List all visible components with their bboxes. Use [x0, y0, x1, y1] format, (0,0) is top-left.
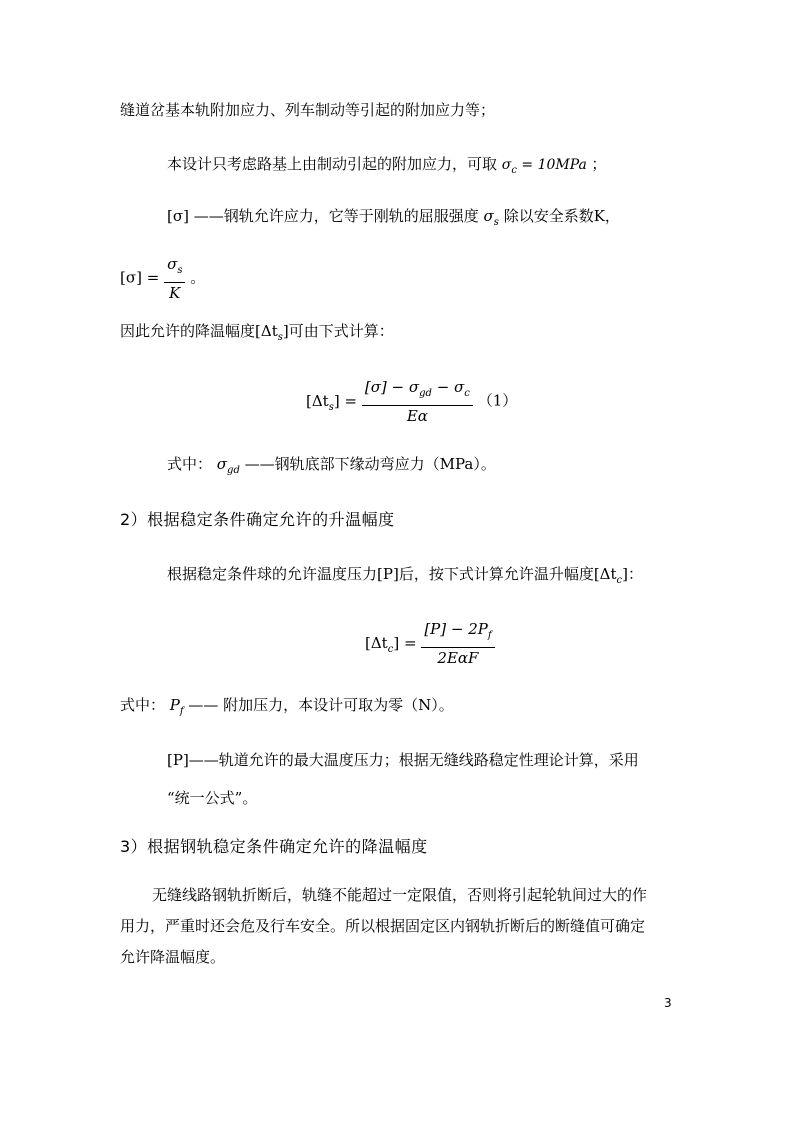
paragraph-design-stress	[167, 153, 606, 182]
equation-label: （1）	[477, 391, 518, 410]
paragraph-text: 可由下式计算：	[288, 322, 394, 340]
equation-1: $[\Delta t_s]$ = $\frac{[\sigma] - \sigma_{gd} - \sigma_c}{E\alpha}$ （1）	[306, 378, 518, 425]
inline-formula: $\sigma_c = 10MPa$	[501, 157, 587, 176]
equation-allowable-stress: [σ] = $\frac{\sigma_s}{K}$ 。	[120, 255, 206, 302]
paragraph-text: ——钢轨允许应力，它等于刚轨的屈服强度	[193, 207, 479, 225]
paragraph-continuation	[120, 99, 495, 121]
symbol: [P]	[377, 565, 399, 583]
paragraph-where-pf: 式中： $P_f$ —— 附加压力，本设计可取为零（N）。	[120, 696, 454, 717]
symbol: [P]	[167, 751, 189, 769]
paragraph-stability: 根据稳定条件球的允许温度压力[P]后，按下式计算允许温升幅度$[\Delta t_c]$：	[167, 565, 644, 586]
paragraph-max-pressure: [P]——轨道允许的最大温度压力；根据无缝线路稳定性理论计算，采用	[167, 751, 639, 769]
symbol: $[\Delta t_s]$	[255, 322, 289, 343]
paragraph-where-sigma-gd: 式中： $\sigma_{gd}$ ——钢轨底部下缘动弯应力（MPa）。	[167, 455, 496, 476]
paragraph-rail-break-2: 用力，严重时还会危及行车安全。所以根据固定区内钢轨折断后的断缝值可确定	[120, 917, 646, 935]
symbol: $\sigma_{gd}$	[216, 455, 240, 476]
inline-formula: $\sigma_s$	[483, 207, 499, 228]
symbol: $[\Delta t_c]$：	[593, 565, 644, 586]
paragraph-rail-break: 无缝线路钢轨折断后，轨缝不能超过一定限值，否则将引起轮轨间过大的作	[152, 886, 648, 904]
paragraph-rail-break-3: 允许降温幅度。	[120, 948, 226, 966]
section-heading-2: 2）根据稳定条件确定允许的升温幅度	[120, 510, 395, 529]
symbol: $P_f$	[169, 696, 184, 717]
equation-heating: $[\Delta t_c]$ = $\frac{[P] - 2P_f}{\text{2EαF}}$	[365, 620, 495, 667]
paragraph-text: 本设计只考虑路基上由制动引起的附加应力，可取	[167, 155, 498, 173]
punctuation: ；	[591, 155, 607, 173]
fraction: $\frac{\sigma_s}{K}$	[164, 255, 185, 302]
paragraph-text: 因此允许的降温幅度	[120, 322, 256, 340]
page-number: 3	[664, 996, 672, 1010]
paragraph-cooling-range	[120, 320, 394, 349]
paragraph-text: 除以安全系数K，	[503, 207, 620, 225]
fraction: $\frac{[\sigma] - \sigma_{gd} - \sigma_c}{E\alpha}$	[362, 378, 473, 425]
section-heading-3: 3）根据钢轨稳定条件确定允许的降温幅度	[120, 837, 428, 856]
symbol: [σ]	[167, 207, 189, 225]
fraction: $\frac{[P] - 2P_f}{\text{2EαF}}$	[421, 620, 494, 667]
paragraph-allowable-stress	[167, 205, 620, 234]
paragraph-text: 缝道岔基本轨附加应力、列车制动等引起的附加应力等；	[120, 101, 496, 119]
paragraph-max-pressure-cont: “统一公式”。	[167, 789, 258, 807]
